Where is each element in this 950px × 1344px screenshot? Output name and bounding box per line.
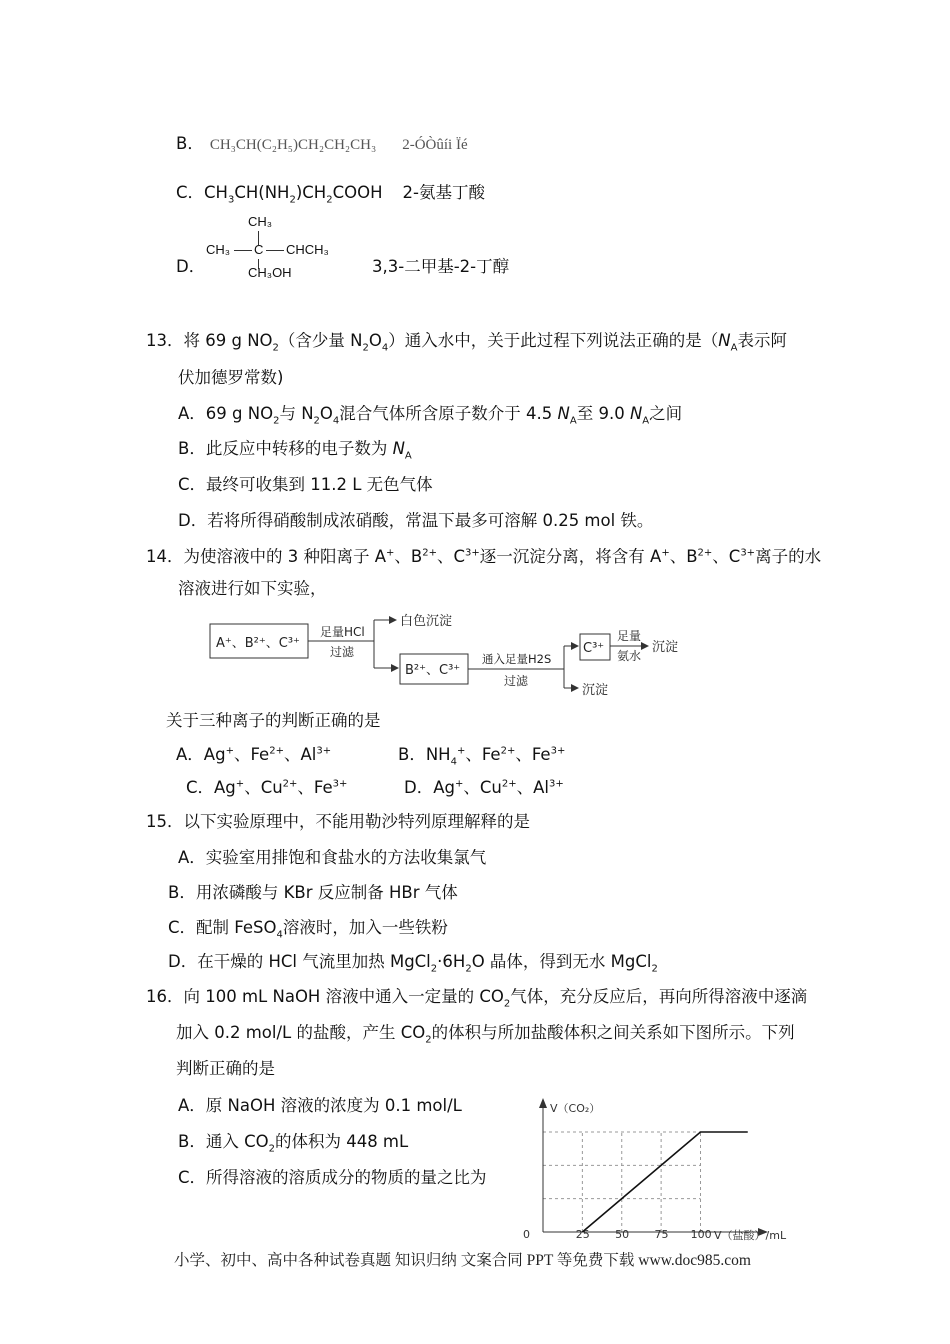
text: B．NH: [398, 745, 451, 764]
flow-reagent-3a: 足量: [617, 629, 642, 643]
q15-option-b: B．用浓磷酸与 KBr 反应制备 HBr 气体: [168, 883, 458, 902]
text: D．Ag: [404, 778, 455, 797]
text: 、Fe: [465, 745, 501, 764]
text: 的体积与所加盐酸体积之间关系如下图所示。下列: [431, 1023, 795, 1042]
subscript: 2: [272, 342, 279, 354]
q16-option-b: [178, 1131, 408, 1153]
text: 、Fe: [297, 778, 333, 797]
text: D．在干燥的 HCl 气流里加热 MgCl: [168, 952, 431, 971]
subscript: 4: [381, 342, 389, 354]
superscript: 2+: [697, 547, 713, 559]
text: 、B: [669, 547, 698, 566]
q14-flow-diagram: [206, 610, 706, 702]
struct-bottom: CH₃OH: [248, 265, 292, 280]
y-axis-arrow: [539, 1098, 547, 1108]
flow-box-3-label: C³⁺: [583, 641, 605, 656]
text: 、B: [394, 547, 423, 566]
text: 、Fe: [233, 745, 270, 764]
subscript: 4: [276, 929, 283, 941]
subscript: 2: [503, 998, 511, 1010]
q15-stem: 15．以下实验原理中，不能用勒沙特列原理解释的是: [146, 812, 530, 831]
q14-option-c: [186, 777, 347, 799]
superscript: 3+: [465, 547, 480, 559]
text: 表示阿: [737, 331, 787, 350]
formula-part: CH(NH: [234, 183, 290, 202]
q14-option-d: [404, 777, 564, 799]
text: 溶液时，加入一些铁粉: [282, 918, 448, 937]
text: 之间: [649, 404, 683, 423]
flow-op-1: 过滤: [330, 645, 355, 659]
x-tick-label: 0: [523, 1228, 530, 1241]
text: 的体积为 448 mL: [274, 1132, 409, 1151]
q13-option-b: [178, 438, 412, 460]
flow-reagent-2: 通入足量H2S: [482, 652, 552, 666]
y-axis-label: V（CO₂）: [550, 1102, 601, 1115]
option-letter: B．: [176, 134, 204, 153]
subscript: 2: [362, 342, 369, 354]
text: 与 N: [279, 404, 314, 423]
q13-stem-line2: 伏加德罗常数): [178, 368, 284, 387]
text: A．Ag: [176, 745, 226, 764]
q16-stem-line3: 判断正确的是: [176, 1059, 275, 1078]
superscript: 2+: [500, 745, 516, 757]
superscript: +: [456, 745, 466, 757]
q13-option-d: D．若将所得硝酸制成浓硝酸，常温下最多可溶解 0.25 mol 铁。: [178, 511, 654, 530]
q16-option-c: C．所得溶液的溶质成分的物质的量之比为: [178, 1168, 487, 1187]
bond-right: [266, 250, 284, 251]
text: C．配制 FeSO: [168, 918, 277, 937]
q15-option-c: [168, 917, 448, 939]
text: （含少量 N: [278, 331, 363, 350]
struct-mid-right: CHCH₃: [286, 242, 329, 257]
avogadro-symbol: N: [718, 331, 731, 350]
text: ·6H: [437, 952, 466, 971]
q12-option-d-name: 3,3-二甲基-2-丁醇: [372, 257, 510, 276]
q14-ask: 关于三种离子的判断正确的是: [166, 711, 381, 730]
superscript: 3+: [316, 745, 332, 757]
subscript: 3: [227, 194, 235, 206]
text: 14．为使溶液中的 3 种阳离子 A: [146, 547, 387, 566]
text: B．此反应中转移的电子数为: [178, 439, 393, 458]
x-tick-label: 25: [575, 1228, 590, 1241]
text: 加入 0.2 mol/L 的盐酸，产生 CO: [176, 1023, 426, 1042]
superscript: 2+: [422, 547, 437, 559]
text: 、Fe: [515, 745, 551, 764]
chart-grid: [543, 1132, 701, 1232]
superscript: 3+: [548, 778, 564, 790]
x-axis-label: V（盐酸）/mL: [714, 1229, 787, 1242]
flow-box-2-label: B²⁺、C³⁺: [405, 663, 461, 678]
compound-name: 2-ÓÒûíi Ïé: [402, 137, 468, 153]
superscript: 2+: [269, 745, 284, 757]
text: 逐一沉淀分离，将含有 A: [479, 547, 662, 566]
flow-box-1-label: A⁺、B²⁺、C³⁺: [216, 636, 300, 651]
flow-ppt-1: 白色沉淀: [400, 614, 453, 629]
x-tick-label: 75: [654, 1228, 669, 1241]
subscript: A: [404, 450, 412, 462]
text: O: [368, 331, 382, 350]
text: 、Cu: [463, 778, 502, 797]
text: 、Cu: [244, 778, 283, 797]
text: B．通入 CO: [178, 1132, 269, 1151]
text: 、C: [712, 547, 741, 566]
superscript: 2+: [282, 778, 298, 790]
q12-option-d-letter: D．: [176, 257, 206, 276]
q12-option-d-structure: [204, 212, 354, 284]
formula-part: CH: [204, 183, 228, 202]
q15-option-a: A．实验室用排饱和食盐水的方法收集氯气: [178, 848, 487, 867]
text: 至 9.0: [576, 404, 630, 423]
superscript: 2+: [501, 778, 517, 790]
text: 、Al: [516, 778, 549, 797]
struct-top: CH₃: [248, 214, 273, 229]
q13-stem: [146, 330, 787, 352]
superscript: 3+: [332, 778, 348, 790]
q16-option-a: A．原 NaOH 溶液的浓度为 0.1 mol/L: [178, 1096, 462, 1115]
avogadro-symbol: N: [392, 439, 405, 458]
subscript: 2: [465, 963, 472, 975]
formula-part: )CH: [295, 183, 327, 202]
formula: CH₃CH(C₂H₅)CH₂CH₂CH₃: [209, 137, 377, 153]
co2-volume-chart: [523, 1092, 796, 1248]
subscript: 2: [289, 194, 296, 206]
subscript: 4: [450, 756, 457, 768]
bond-left: [234, 250, 252, 251]
q13-option-a: [178, 403, 682, 425]
q14-option-a: [176, 744, 331, 766]
text: C．Ag: [186, 778, 236, 797]
text: O 晶体，得到无水 MgCl: [471, 952, 652, 971]
text: 离子的水: [755, 547, 822, 566]
flow-reagent-3b: 氨水: [617, 649, 642, 663]
q14-stem-line2: 溶液进行如下实验，: [178, 579, 327, 598]
q13-option-c: C．最终可收集到 11.2 L 无色气体: [178, 475, 433, 494]
q14-option-b: [398, 744, 565, 766]
superscript: +: [454, 778, 464, 790]
text: O: [319, 404, 333, 423]
page-footer: 小学、初中、高中各种试卷真题 知识归纳 文案合同 PPT 等免费下载 www.doc985.com: [174, 1252, 751, 1269]
flow-ppt-2: 沉淀: [582, 683, 609, 698]
flow-ppt-3: 沉淀: [652, 640, 679, 655]
q15-option-d: [168, 951, 658, 973]
avogadro-symbol: N: [629, 404, 643, 423]
text: ）通入水中，关于此过程下列说法正确的是（: [388, 331, 719, 350]
text: 13．将 69 g NO: [146, 331, 273, 350]
text: 、Al: [283, 745, 317, 764]
q16-stem: [146, 986, 807, 1008]
superscript: +: [661, 547, 670, 559]
superscript: +: [235, 778, 245, 790]
subscript: 2: [430, 963, 438, 975]
subscript: 2: [273, 415, 280, 427]
x-tick-label: 50: [615, 1228, 630, 1241]
superscript: +: [386, 547, 395, 559]
text: A．69 g NO: [178, 404, 274, 423]
subscript: 2: [268, 1143, 275, 1155]
subscript: 2: [651, 963, 658, 975]
subscript: A: [730, 342, 738, 354]
text: 16．向 100 mL NaOH 溶液中通入一定量的 CO: [146, 987, 504, 1006]
subscript: 2: [326, 194, 333, 206]
option-letter: C．: [176, 183, 205, 202]
flow-op-2: 过滤: [504, 674, 529, 688]
series-line: [582, 1132, 747, 1232]
subscript: A: [569, 415, 577, 427]
text: 、C: [436, 547, 466, 566]
struct-mid-left: CH₃: [206, 242, 231, 257]
x-tick-label: 100: [690, 1228, 712, 1241]
q12-option-c: [176, 182, 485, 204]
subscript: 2: [313, 415, 320, 427]
flow-reagent-1: 足量HCl: [320, 625, 365, 639]
avogadro-symbol: N: [557, 404, 570, 423]
q16-stem-line2: [176, 1022, 795, 1044]
subscript: 2: [425, 1034, 432, 1046]
superscript: +: [225, 745, 234, 757]
subscript: A: [642, 415, 650, 427]
subscript: 4: [332, 415, 340, 427]
superscript: 3+: [550, 745, 566, 757]
q12-option-b: [176, 133, 468, 156]
struct-mid-c: C: [254, 242, 264, 257]
text: 气体，充分反应后，再向所得溶液中逐滴: [510, 987, 808, 1006]
q14-stem: [146, 546, 821, 568]
compound-name: 2-氨基丁酸: [402, 183, 485, 202]
x-tick-labels: [523, 1228, 712, 1241]
text: 混合气体所含原子数介于 4.5: [339, 404, 558, 423]
formula-part: COOH: [332, 183, 383, 202]
superscript: 3+: [740, 547, 756, 559]
